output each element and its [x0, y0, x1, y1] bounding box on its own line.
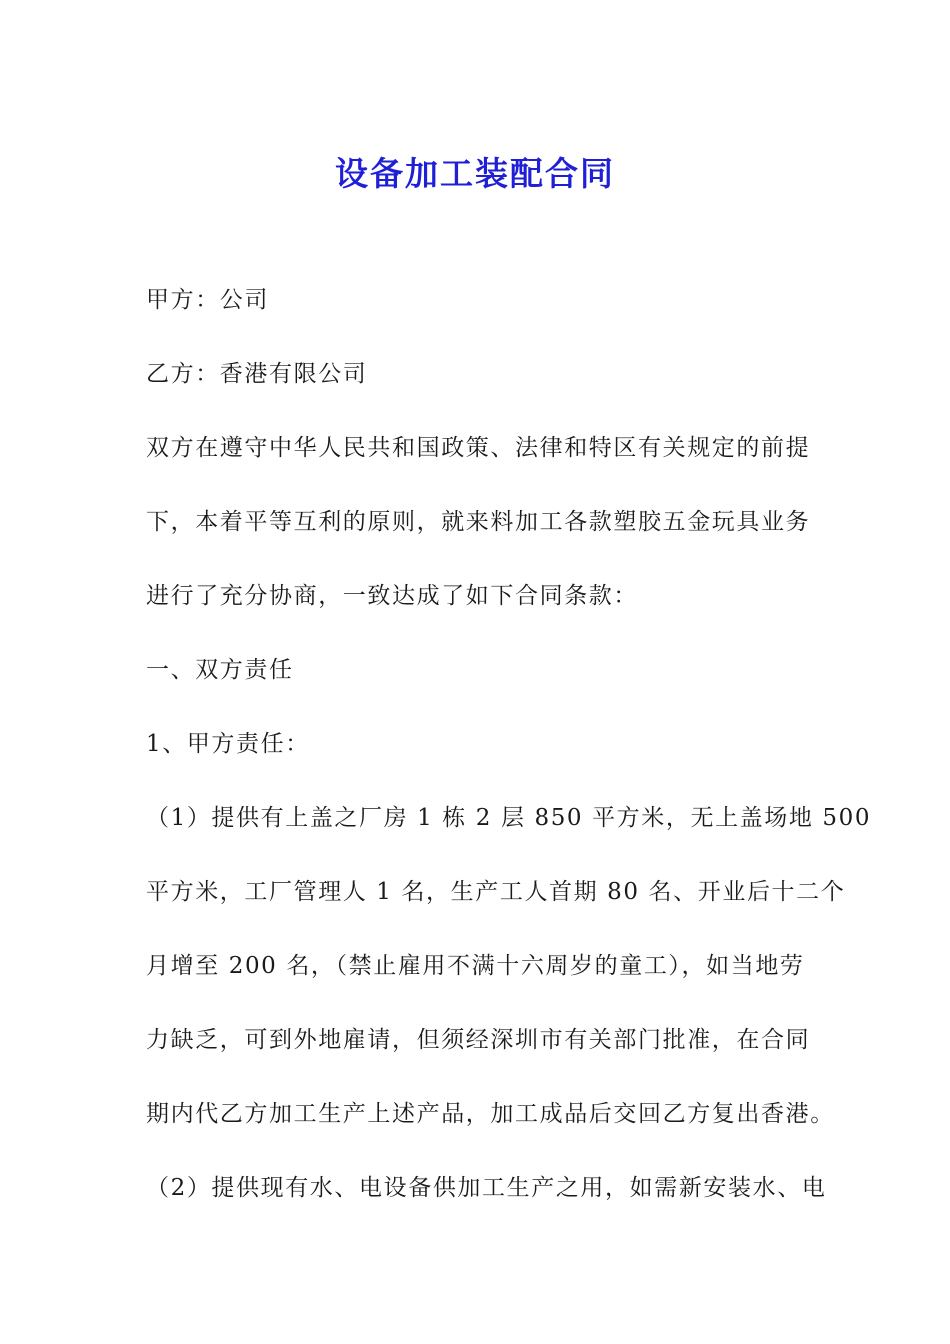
document-title: 设备加工装配合同 — [335, 154, 615, 194]
clause-2-line-1: （2）提供现有水、电设备供加工生产之用，如需新安装水、电 — [146, 1175, 827, 1201]
preamble-line-1: 双方在遵守中华人民共和国政策、法律和特区有关规定的前提 — [146, 435, 811, 461]
party-b-line: 乙方：香港有限公司 — [146, 361, 368, 387]
clause-1-line-4: 力缺乏，可到外地雇请，但须经深圳市有关部门批准，在合同 — [146, 1027, 811, 1053]
preamble-line-3: 进行了充分协商，一致达成了如下合同条款： — [146, 583, 638, 609]
clause-1-line-3: 月增至 200 名，（禁止雇用不满十六周岁的童工），如当地劳 — [146, 953, 805, 979]
clause-1-line-2: 平方米，工厂管理人 1 名，生产工人首期 80 名、开业后十二个 — [146, 879, 846, 905]
section-heading-responsibilities: 一、双方责任 — [146, 657, 294, 683]
subsection-heading-party-a: 1、甲方责任： — [146, 731, 310, 757]
clause-1-line-1: （1）提供有上盖之厂房 1 栋 2 层 850 平方米，无上盖场地 500 — [146, 805, 872, 831]
clause-1-line-5: 期内代乙方加工生产上述产品，加工成品后交回乙方复出香港。 — [146, 1101, 835, 1127]
preamble-line-2: 下，本着平等互利的原则，就来料加工各款塑胶五金玩具业务 — [146, 509, 811, 535]
party-a-line: 甲方：公司 — [146, 287, 269, 313]
document-body — [146, 263, 872, 1225]
